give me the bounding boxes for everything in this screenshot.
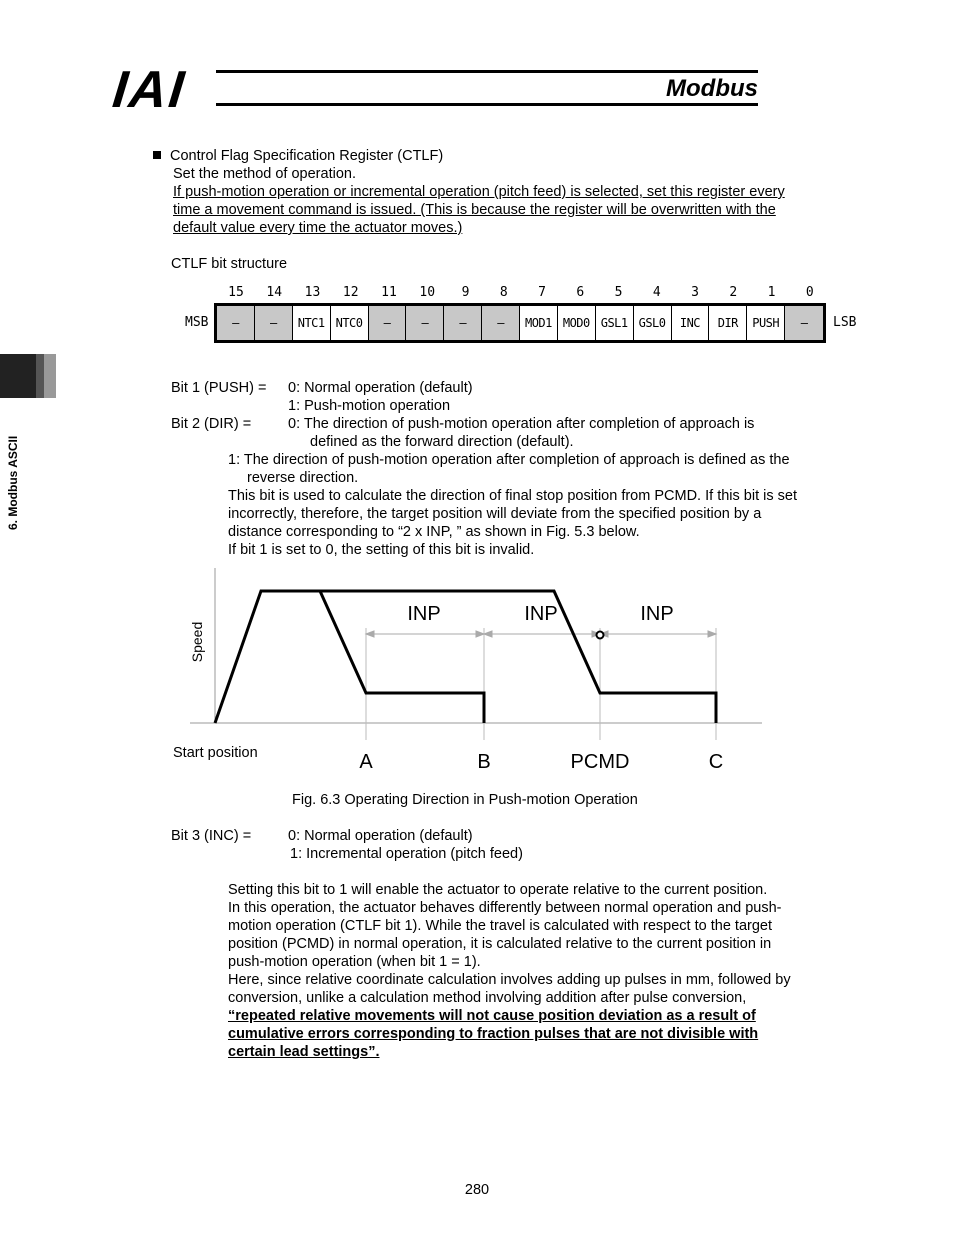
bit3-para-line: push-motion operation (when bit 1 = 1).: [228, 954, 481, 970]
bit-cell: –: [482, 306, 520, 340]
point-label-b: B: [477, 751, 491, 773]
bit2-label: Bit 2 (DIR) =: [171, 416, 252, 432]
msb-label: MSB: [185, 315, 209, 330]
bit3-emphasis-line: “repeated relative movements will not cause position deviation as a result of: [228, 1008, 756, 1024]
bit3-para-line: position (PCMD) in normal operation, it is calculated relative to the current position in: [228, 936, 772, 952]
section-intro: Set the method of operation.: [173, 166, 356, 182]
bit-cell: –: [406, 306, 444, 340]
side-tab-marker-light: [44, 354, 56, 398]
page-number: 280: [464, 1182, 490, 1198]
side-tab-label: 6. Modbus ASCII: [6, 435, 20, 530]
bit-cell: GSL0: [634, 306, 672, 340]
bit1-label: Bit 1 (PUSH) =: [171, 380, 267, 396]
bit-number: 4: [652, 285, 661, 300]
bit3-emphasis-line: certain lead settings”.: [228, 1044, 380, 1060]
bit-number: 11: [381, 285, 397, 300]
bit-number: 3: [691, 285, 699, 300]
header-title: Modbus: [666, 75, 758, 102]
start-position-label: Start position: [173, 745, 258, 761]
bit-cell: –: [785, 306, 823, 340]
bit-structure-label: CTLF bit structure: [171, 256, 288, 272]
iai-logo: IAI: [109, 61, 189, 119]
inp-label: INP: [407, 603, 441, 625]
bit3-label: Bit 3 (INC) =: [171, 828, 252, 844]
bit-cell: PUSH: [747, 306, 785, 340]
bit1-option-0: 0: Normal operation (default): [288, 380, 473, 396]
bit-cell: –: [217, 306, 255, 340]
side-tab-marker-mid: [36, 354, 44, 398]
section-heading: [153, 147, 443, 165]
lsb-label: LSB: [833, 315, 857, 330]
inp-label: INP: [524, 603, 558, 625]
header-rule-top: [216, 70, 758, 73]
section-note-line: If push-motion operation or incremental operation (pitch feed) is selected, set this register every: [173, 184, 785, 200]
bit-number: 7: [538, 285, 546, 300]
bit2-option-1-cont: reverse direction.: [247, 470, 359, 486]
point-label-c: C: [708, 751, 724, 773]
bit2-option-0: 0: The direction of push-motion operation after completion of approach is: [288, 416, 755, 432]
bit-cell: NTC0: [331, 306, 369, 340]
bit-number: 2: [729, 285, 738, 300]
speed-axis-label: Speed: [189, 621, 205, 663]
bit-number: 15: [228, 285, 244, 300]
bit2-note-line: incorrectly, therefore, the target position will deviate from the specified position by a: [228, 506, 762, 522]
bit3-para-line: motion operation (CTLF bit 1). While the travel is calculated with respect to the target: [228, 918, 772, 934]
bit-number: 8: [499, 285, 508, 300]
section-heading-text: Control Flag Specification Register (CTLF): [170, 148, 444, 164]
bit2-option-0-cont: defined as the forward direction (default).: [310, 434, 574, 450]
bit-cell: –: [444, 306, 482, 340]
bit3-option-1: 1: Incremental operation (pitch feed): [290, 846, 523, 862]
header-rule-bottom: [216, 103, 758, 106]
bit-number: 1: [767, 285, 776, 300]
bit-cell: MOD1: [520, 306, 558, 340]
pcmd-marker: [597, 632, 604, 639]
bit-number: 10: [419, 285, 436, 300]
inp-label: INP: [640, 603, 674, 625]
bit2-note-line: distance corresponding to “2 x INP, ” as shown in Fig. 5.3 below.: [228, 524, 640, 540]
point-label-pcmd: PCMD: [570, 751, 630, 773]
figure-caption: Fig. 6.3 Operating Direction in Push-motion Operation: [292, 792, 638, 808]
bit3-para-line: In this operation, the actuator behaves differently between normal operation and push-: [228, 900, 782, 916]
bit2-option-1: 1: The direction of push-motion operation after completion of approach is defined as the: [228, 452, 790, 468]
section-note-line: time a movement command is issued. (This is because the register will be overwritten with the: [173, 202, 776, 218]
bullet-square-icon: [153, 151, 161, 159]
bit-number: 6: [576, 285, 585, 300]
bit3-para-line: Here, since relative coordinate calculation involves adding up pulses in mm, followed by: [228, 972, 791, 988]
bit-cell: –: [369, 306, 407, 340]
bit-cell: GSL1: [596, 306, 634, 340]
point-label-a: A: [359, 751, 373, 773]
bit2-note-line: If bit 1 is set to 0, the setting of this bit is invalid.: [228, 542, 535, 558]
bit-cell: INC: [672, 306, 710, 340]
bit3-para-line: conversion, unlike a calculation method involving addition after pulse conversion,: [228, 990, 747, 1006]
bit-number: 0: [805, 285, 814, 300]
bit3-emphasis-line: cumulative errors corresponding to fraction pulses that are not divisible with: [228, 1026, 759, 1042]
bit-cell: DIR: [709, 306, 747, 340]
side-tab-marker: [0, 354, 36, 398]
bit-number: 13: [304, 285, 321, 300]
inp-arrows: [366, 631, 716, 637]
ctlf-bit-table: [214, 303, 826, 343]
bit-cell: NTC1: [293, 306, 331, 340]
section-note-line: default value every time the actuator moves.): [173, 220, 463, 236]
bit3-para-line: Setting this bit to 1 will enable the actuator to operate relative to the current position.: [228, 882, 768, 898]
bit-cell: MOD0: [558, 306, 596, 340]
bit-number: 5: [614, 285, 623, 300]
bit-number: 14: [266, 285, 283, 300]
bit3-option-0: 0: Normal operation (default): [288, 828, 473, 844]
bit-number: 9: [461, 285, 470, 300]
bit-number: 12: [342, 285, 359, 300]
bit1-option-1: 1: Push-motion operation: [288, 398, 451, 414]
bit-cell: –: [255, 306, 293, 340]
bit2-note-line: This bit is used to calculate the direction of final stop position from PCMD. If this bit is set: [228, 488, 797, 504]
profile-reverse: [320, 591, 484, 723]
